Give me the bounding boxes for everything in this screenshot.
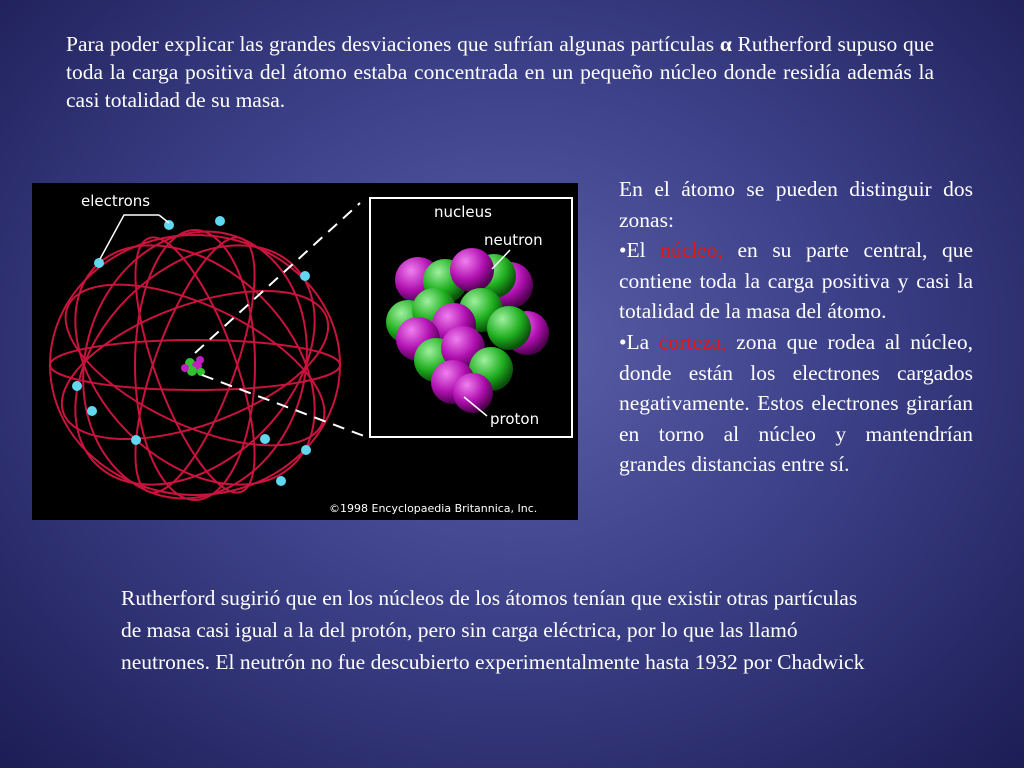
cortex-bullet <box>619 327 973 480</box>
intro-paragraph <box>66 30 934 114</box>
atom-model-figure <box>32 183 578 520</box>
intro-line-1: Para poder explicar las grandes desviaciones que sufrían algunas partículas <box>66 32 715 56</box>
zones-description <box>619 174 973 480</box>
cortex-term: corteza, <box>659 329 727 354</box>
copyright-notice: ©1998 Encyclopaedia Britannica, Inc. <box>329 502 538 515</box>
label-nucleus: nucleus <box>434 203 492 221</box>
intro-line-2: Rutherford supuso que toda la carga positiva del átomo estaba concentrada en un <box>66 32 934 84</box>
label-proton: proton <box>490 410 540 428</box>
cortex-bullet-prefix: •La <box>619 329 659 354</box>
label-electrons: electrons <box>81 192 151 210</box>
neutron-paragraph: Rutherford sugirió que en los núcleos de los átomos tenían que existir otras partículas de masa casi igual a la del protón, pero sin carga eléctrica, por lo que las llamó neutrones. El neutrón no fue descubierto experimentalmente hasta 1932 por Chadwick <box>121 586 865 674</box>
nucleus-bullet <box>619 235 973 327</box>
nucleus-bullet-prefix: •El <box>619 238 661 263</box>
zones-heading: En el átomo se pueden distinguir dos zonas: <box>619 177 973 232</box>
nucleus-term: núcleo, <box>660 238 723 263</box>
nucleus-text: en su parte central, que contiene toda la carga positiva y casi la totalidad de la masa del átomo. <box>619 238 973 324</box>
label-neutron: neutron <box>484 231 543 249</box>
alpha-symbol: α <box>719 32 732 56</box>
atom-diagram <box>32 183 578 520</box>
cortex-text: zona que rodea al núcleo, donde están los electrones cargados negativamente. Estos electrones girarían en torno al núcleo y mantendrían grandes distancias entre sí. <box>619 329 973 477</box>
small-nucleus <box>181 356 205 376</box>
electron-pointers <box>100 215 169 259</box>
intro-line-3: pequeño núcleo donde residía además la casi totalidad de su masa. <box>66 60 935 112</box>
